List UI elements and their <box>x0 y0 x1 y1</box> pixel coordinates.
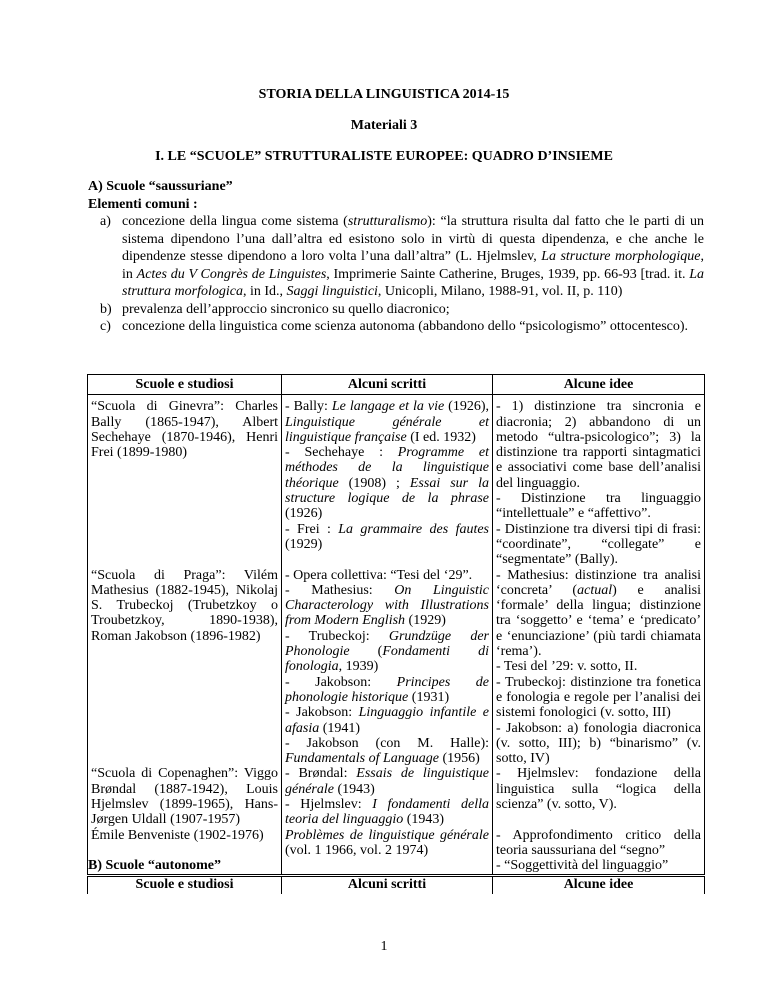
title-text: Saggi linguistici <box>286 284 378 299</box>
text-run: prevalenza dell’approccio sincronico su quello diacronico; <box>122 301 450 317</box>
text-run: (1926), <box>444 399 489 415</box>
column-header: Scuole e studiosi <box>88 877 282 895</box>
school-cell: Émile Benveniste (1902-1976) <box>88 828 282 874</box>
autonomous-schools-table <box>87 876 705 894</box>
list-item <box>88 318 704 336</box>
title-text: Principes de phonologie historique <box>285 674 489 705</box>
title-text: Essais de linguistique générale <box>285 766 489 797</box>
common-elements-heading: Elementi comuni : <box>88 196 198 212</box>
text-run: - Brøndal: <box>285 766 357 782</box>
page-number: 1 <box>380 939 388 954</box>
list-marker: a) <box>100 214 111 229</box>
title-text: Problèmes de linguistique générale <box>285 827 489 843</box>
title-text: Le langage et la vie <box>331 399 445 415</box>
text-run: - Distinzione tra linguaggio “intellettuale” e “affettivo”. <box>496 491 701 522</box>
title-text: Linguistique générale et linguistique française <box>285 414 489 445</box>
cell-paragraph <box>496 568 701 660</box>
ideas-cell <box>493 828 705 874</box>
section-a-heading: A) Scuole “saussuriane” <box>88 179 233 194</box>
text-run: - Hjelmslev: <box>285 797 373 813</box>
text-run: ) e analisi ‘formale’ della lingua; distinzione tra ‘soggetto’ e ‘tema’ e ‘predicato’ e ‘enunciazione’ (più tardi chiamata ‘rema’). <box>496 582 702 660</box>
text-run: - Distinzione tra diversi tipi di frasi: “coordinate”, “collegate” e “segmentate” (Bally). <box>496 521 701 568</box>
title-text: La grammaire des fautes <box>338 521 490 537</box>
school-cell: “Scuola di Ginevra”: Charles Bally (1865-1947), Albert Sechehaye (1870-1946), Henri Frei (1899-1980) <box>88 395 282 568</box>
title-text: Fundamentals of Language <box>285 751 439 767</box>
text-run: (I ed. 1932) <box>406 429 476 445</box>
cell-paragraph <box>496 399 701 491</box>
text-run: , in Id., <box>242 284 287 299</box>
list-marker: b) <box>100 301 112 317</box>
ideas-cell <box>493 395 705 568</box>
ideas-cell <box>493 766 705 827</box>
title-text: Linguaggio infantile e afasia <box>285 705 489 736</box>
text-run: - Jakobson: a) fonologia diacronica (v. sotto, III); b) “binarismo” (v. sotto, IV) <box>496 720 701 767</box>
text-run: - Trubeckoj: distinzione tra fonetica e fonologia e regole per l’analisi dei sistemi fonologici (v. sotto, III) <box>496 674 701 721</box>
cell-paragraph <box>496 491 701 522</box>
cell-paragraph <box>496 766 701 812</box>
text-run: - Approfondimento critico della teoria saussuriana del “segno” <box>496 827 701 858</box>
title-text: On Linguistic Characterology with Illustrations from Modern English <box>285 582 489 629</box>
text-run: ): “la struttura risulta dal fatto che le parti di un sistema dipendono l’una dall’altra ed esistono solo in virtù di questa dipendenza, e che anche le dipendenze stesse dipendono a loro volta l’una dall’altra” (L. Hjelmslev, <box>122 214 704 264</box>
text-run: - Sechehaye : <box>285 445 398 461</box>
text-run: - Mathesius: <box>285 582 395 598</box>
text-run: concezione della lingua come sistema ( <box>122 214 348 229</box>
column-header: Alcuni scritti <box>282 375 493 395</box>
text-run: ( <box>349 644 383 660</box>
writings-cell <box>282 766 493 827</box>
text-run: (1929) <box>405 613 446 629</box>
column-header: Alcuni scritti <box>282 877 493 895</box>
title-text: La struttura morfologica <box>122 266 705 299</box>
title-text: Actes du V Congrès de Linguistes <box>136 266 327 282</box>
title-text: Essai sur la structure logique de la phrase <box>285 475 489 507</box>
text-run: - Jakobson: <box>285 674 397 690</box>
text-run: (1941) <box>319 720 361 736</box>
saussurean-schools-table <box>87 374 705 875</box>
text-run: - Frei : <box>285 521 339 537</box>
text-run: - Trubeckoj: <box>285 628 389 644</box>
cell-paragraph <box>285 675 489 706</box>
cell-paragraph <box>496 858 701 873</box>
cell-paragraph <box>285 583 489 629</box>
title-text: strutturalismo <box>347 214 428 229</box>
cell-paragraph <box>496 675 701 721</box>
list-item <box>88 213 704 301</box>
text-run: - Jakobson: <box>285 705 359 721</box>
cell-paragraph <box>285 705 489 736</box>
text-run: - Opera collettiva: “Tesi del ‘29”. <box>285 567 473 583</box>
cell-paragraph <box>496 721 701 767</box>
text-run: (1908) ; <box>338 475 410 491</box>
title-text: Grundzüge der Phonologie <box>285 628 489 660</box>
text-run: (1956) <box>439 751 480 767</box>
text-run: - Jakobson (con M. Halle): <box>285 735 489 751</box>
column-header: Alcune idee <box>493 877 705 895</box>
writings-cell <box>282 395 493 568</box>
text-run: - 1) distinzione tra sincronia e diacronia; 2) abbandono di un metodo “ultra-psicologico”; 3) la distinzione tra rapporti sintagmatici e associativi come base dell’analisi del linguaggio. <box>496 399 701 491</box>
text-run: - Tesi del ’29: v. sotto, II. <box>496 659 638 675</box>
cell-paragraph <box>285 629 489 675</box>
text-run: (1931) <box>408 689 450 705</box>
section-a-intro <box>88 178 704 336</box>
document-subtitle: Materiali 3 <box>350 118 418 133</box>
column-header: Alcune idee <box>493 375 705 395</box>
cell-paragraph <box>285 568 489 583</box>
title-text: La structure morphologique <box>541 249 701 264</box>
table-row <box>88 766 705 827</box>
cell-paragraph <box>285 522 489 553</box>
title-text: I fondamenti della teoria del linguaggio <box>285 797 489 828</box>
writings-cell <box>282 828 493 874</box>
text-run: concezione della linguistica come scienza autonoma (abbandono dello “psicologismo” ottocentesco). <box>122 319 689 334</box>
school-cell: “Scuola di Copenaghen”: Viggo Brøndal (1887-1942), Louis Hjelmslev (1899-1965), Hans-Jørgen Uldall (1907-1957) <box>88 766 282 827</box>
ideas-cell <box>493 568 705 767</box>
column-header: Scuole e studiosi <box>88 375 282 395</box>
cell-paragraph <box>285 399 489 445</box>
text-run: (1943) <box>333 781 375 797</box>
cell-paragraph <box>285 736 489 767</box>
text-run: - Bally: <box>285 399 332 415</box>
text-run: , Unicopli, Milano, 1988-91, vol. II, p. 110) <box>377 284 623 299</box>
list-marker: c) <box>100 319 111 334</box>
table-row <box>88 395 705 568</box>
text-run: (1929) <box>285 536 323 552</box>
cell-paragraph <box>285 766 489 797</box>
cell-paragraph <box>285 445 489 521</box>
text-run: (1926) <box>285 506 323 522</box>
table-row <box>88 568 705 767</box>
text-run: , 1939) <box>338 659 379 675</box>
text-run: (vol. 1 1966, vol. 2 1974) <box>285 842 429 858</box>
school-cell: “Scuola di Praga”: Vilém Mathesius (1882-1945), Nikolaj S. Trubeckoj (Trubetzkoy o Troubetzkoy, 1890-1938), Roman Jakobson (1896-1982) <box>88 568 282 767</box>
cell-paragraph <box>285 797 489 828</box>
cell-paragraph <box>285 828 489 859</box>
writings-cell <box>282 568 493 767</box>
title-text: Programme et méthodes de la linguistique théorique <box>285 445 489 491</box>
text-run: , Imprimerie Sainte Catherine, Bruges, 1939, pp. 66-93 [trad. it. <box>326 266 690 282</box>
section-b-heading: B) Scuole “autonome” <box>88 858 221 873</box>
title-text: Fondamenti di fonologia <box>285 644 489 675</box>
section-title: I. LE “SCUOLE” STRUTTURALISTE EUROPEE: QUADRO D’INSIEME <box>155 149 613 164</box>
title-text: actual <box>577 582 613 598</box>
text-run: (1943) <box>403 812 445 828</box>
text-run: , in <box>122 249 705 282</box>
text-run: - Mathesius: distinzione tra analisi ‘concreta’ ( <box>496 567 701 598</box>
list-item <box>88 301 704 319</box>
text-run: - Hjelmslev: fondazione della linguistica sulla “logica della scienza” (v. sotto, V). <box>496 766 701 813</box>
text-run: - “Soggettività del linguaggio” <box>496 858 669 874</box>
cell-paragraph <box>496 659 701 674</box>
common-elements-list <box>88 213 704 336</box>
cell-paragraph <box>496 522 701 568</box>
document-title: STORIA DELLA LINGUISTICA 2014-15 <box>258 87 510 102</box>
cell-paragraph <box>496 828 701 859</box>
